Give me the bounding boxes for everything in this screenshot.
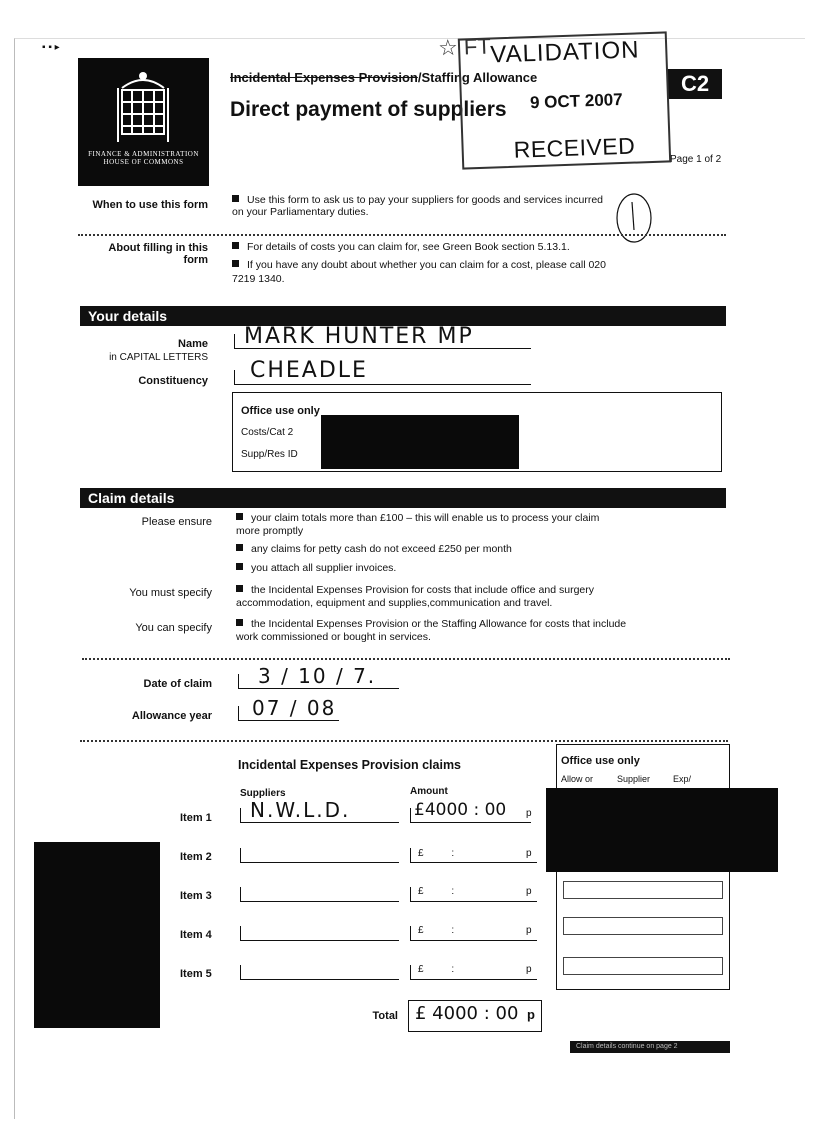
list-item: your claim totals more than £100 – this will enable us to process your claim more promptly: [236, 512, 600, 537]
supplier-field[interactable]: [240, 848, 399, 863]
divider: [82, 658, 730, 660]
office-use-col: Exp/: [673, 774, 692, 784]
office-use-field-label: Supp/Res ID: [241, 449, 298, 460]
office-use-title: Office use only: [241, 405, 320, 417]
scan-marks: ▪ ▪ ▸: [42, 42, 60, 53]
allowance-year-value: 07 / 08: [252, 696, 337, 720]
portcullis-icon: [78, 58, 209, 148]
pence-label: p: [526, 886, 532, 897]
please-ensure-label: Please ensure: [141, 516, 212, 528]
stamp-annotation: ☆ FT: [437, 33, 492, 61]
struck-allowance-text: Incidental Expenses Provision: [230, 70, 418, 85]
allowance-text: /Staffing Allowance: [417, 70, 538, 85]
section-header-your-details: Your details: [80, 306, 726, 326]
must-specify-text: the Incidental Expenses Provision for costs that include office and surgery accommodation, equipment and supplies,communication and travel.: [236, 584, 594, 609]
divider: [78, 234, 726, 236]
office-use-cell: [563, 957, 723, 975]
amount-value: £ :: [418, 925, 455, 936]
supplier-value: N.W.L.D.: [250, 798, 351, 822]
iep-claims-title: Incidental Expenses Provision claims: [238, 758, 462, 772]
item-label: Item 1: [180, 812, 212, 824]
pence-label: p: [526, 808, 532, 819]
redaction-block: [321, 415, 519, 469]
suppliers-header: Suppliers: [240, 788, 286, 799]
list-item: you attach all supplier invoices.: [236, 562, 606, 575]
pence-label: p: [526, 964, 532, 975]
received-stamp: [437, 31, 671, 169]
can-specify-label: You can specify: [135, 622, 212, 634]
total-label: Total: [372, 1010, 398, 1022]
redaction-block: [546, 788, 778, 872]
date-of-claim-value: 3 / 10 / 7.: [258, 664, 377, 688]
amount-header: Amount: [410, 786, 448, 797]
office-use-cell: [563, 881, 723, 899]
continue-tag: Claim details continue on page 2: [570, 1041, 730, 1053]
constituency-value: CHEADLE: [250, 358, 368, 383]
office-use-box-details: [232, 392, 722, 472]
name-value: MARK HUNTER MP: [244, 324, 474, 349]
house-of-commons-logo: [78, 58, 209, 186]
item-label: Item 3: [180, 890, 212, 902]
pence-label: p: [526, 848, 532, 859]
section-header-claim-details: Claim details: [80, 488, 726, 508]
constituency-label: Constituency: [138, 375, 208, 387]
list-item: For details of costs you can claim for, see Green Book section 5.13.1.: [232, 240, 632, 254]
amount-value: £4000 : 00: [414, 800, 507, 820]
please-ensure-list: [236, 512, 606, 575]
item-label: Item 4: [180, 929, 212, 941]
allowance-year-label: Allowance year: [131, 710, 212, 722]
item-label: Item 2: [180, 851, 212, 863]
supplier-field[interactable]: [240, 965, 399, 980]
total-pence-label: p: [527, 1007, 535, 1022]
amount-value: £ :: [418, 886, 455, 897]
date-of-claim-label: Date of claim: [143, 678, 212, 690]
total-value: £ 4000 : 00: [415, 1003, 519, 1024]
bullet-icon: [232, 195, 239, 202]
office-use-col: Allow or: [561, 774, 594, 784]
about-filling-label: About filling in this form: [108, 242, 208, 266]
name-sublabel: in CAPITAL LETTERS: [109, 352, 208, 363]
page-title: Direct payment of suppliers: [230, 98, 507, 121]
supplier-field[interactable]: [240, 887, 399, 902]
pence-label: p: [526, 925, 532, 936]
when-to-use-label: When to use this form: [92, 199, 208, 211]
stamp-validation: VALIDATION: [489, 36, 640, 69]
amount-value: £ :: [418, 848, 455, 859]
stamp-received: RECEIVED: [513, 132, 636, 163]
form-code-badge: C2: [668, 69, 722, 99]
amount-value: £ :: [418, 964, 455, 975]
office-use-field-label: Costs/Cat 2: [241, 427, 294, 438]
redaction-block: [34, 842, 160, 1028]
list-item: If you have any doubt about whether you can claim for a cost, please call 020 7219 1340.: [232, 259, 606, 285]
divider: [80, 740, 728, 742]
stamp-date: 9 OCT 2007: [529, 89, 623, 113]
name-label: Name: [178, 338, 208, 350]
total-box[interactable]: [408, 1000, 542, 1032]
page-indicator: Page 1 of 2: [670, 154, 722, 165]
logo-caption: FINANCE & ADMINISTRATION HOUSE OF COMMONS: [88, 150, 199, 166]
office-use-col: Supplier: [617, 774, 651, 784]
when-to-use-text: Use this form to ask us to pay your suppliers for goods and services incurred on your Parliamentary duties.: [232, 194, 603, 218]
must-specify-label: You must specify: [129, 587, 212, 599]
item-label: Item 5: [180, 968, 212, 980]
supplier-field[interactable]: [240, 926, 399, 941]
about-filling-list: [232, 240, 632, 286]
can-specify-text: the Incidental Expenses Provision or the Staffing Allowance for costs that include work commissioned or bought in services.: [236, 618, 627, 643]
office-use-title: Office use only: [561, 755, 640, 767]
office-use-cell: [563, 917, 723, 935]
list-item: any claims for petty cash do not exceed £250 per month: [236, 543, 606, 556]
